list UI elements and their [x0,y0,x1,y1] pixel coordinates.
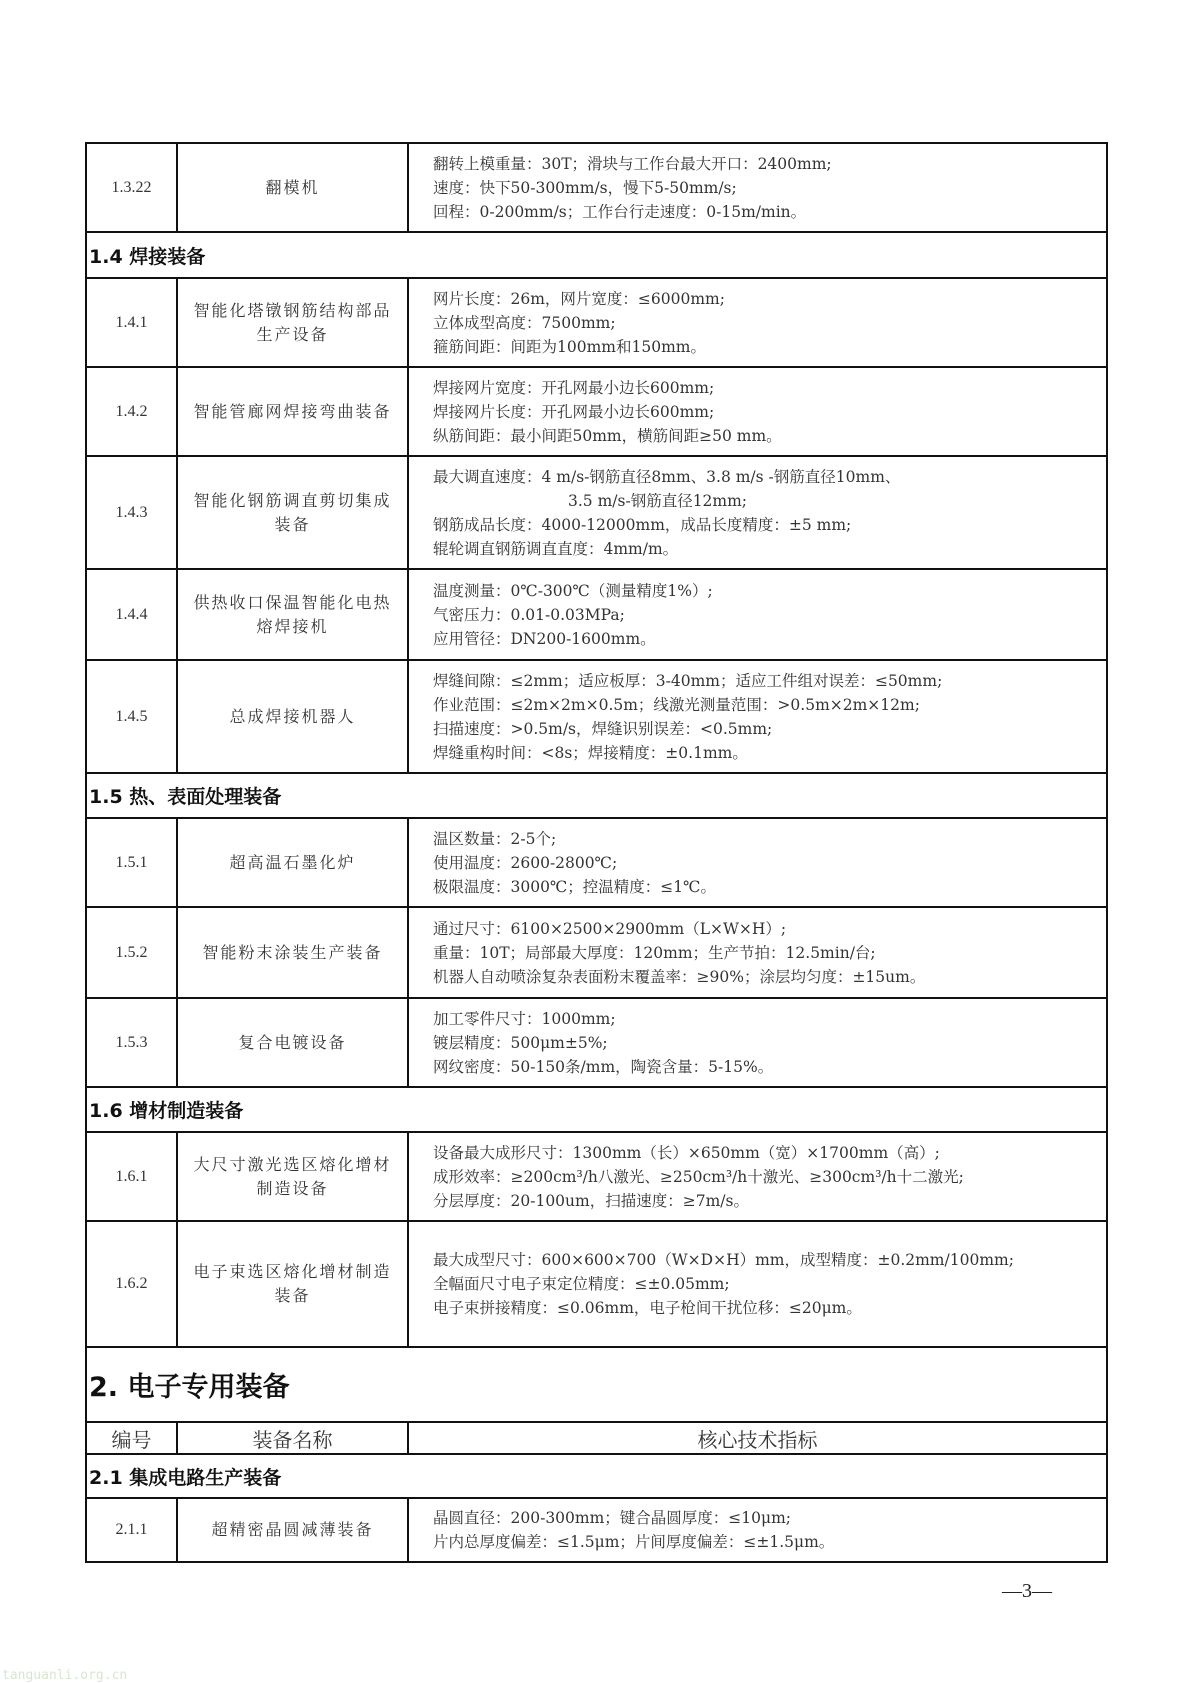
major-category-title: 2. 电子专用装备 [86,1347,1107,1422]
spec-line: 焊缝间隙：≤2mm；适应板厚：3-40mm；适应工件组对误差：≤50mm; [433,671,943,690]
spec-line: 最大成型尺寸：600×600×700（W×D×H）mm，成型精度：±0.2mm/100mm; [433,1251,1014,1269]
table-row [86,367,1107,456]
item-code: 1.4.1 [86,278,177,367]
section-row [86,1087,1107,1132]
item-code: 2.1.1 [86,1498,177,1562]
spec-line: 网片长度：26m，网片宽度：≤6000mm; [433,289,725,308]
equipment-name: 智能粉末涂装生产装备 [177,907,408,998]
section-title: 1.6 增材制造装备 [86,1087,1107,1132]
equipment-name: 智能化塔镦钢筋结构部品生产设备 [177,278,408,367]
spec-line: 晶圆直径：200-300mm；键合晶圆厚度：≤10μm; [433,1509,792,1527]
spec-line: 焊缝重构时间：<8s；焊接精度：±0.1mm。 [433,743,748,762]
section-title: 1.5 热、表面处理装备 [86,773,1107,818]
spec-line: 片内总厚度偏差：≤1.5μm；片间厚度偏差：≤±1.5μm。 [433,1533,835,1551]
column-header-row [86,1422,1107,1454]
column-header-specs: 核心技术指标 [408,1422,1107,1454]
page-number: —3— [1002,1580,1052,1602]
equipment-name: 大尺寸激光选区熔化增材制造设备 [177,1132,408,1221]
core-specs [408,1498,1107,1562]
item-code: 1.3.22 [86,143,177,232]
spec-line: 全幅面尺寸电子束定位精度：≤±0.05mm; [433,1275,730,1293]
spec-line: 钢筋成品长度：4000-12000mm，成品长度精度：±5 mm; [433,515,852,534]
item-code: 1.4.2 [86,367,177,456]
spec-line: 应用管径：DN200-1600mm。 [433,629,656,648]
spec-line: 重量：10T；局部最大厚度：120mm；生产节拍：12.5min/台; [433,943,876,962]
table-row [86,569,1107,660]
core-specs [408,569,1107,660]
core-specs [408,907,1107,998]
spec-line: 作业范围：≤2m×2m×0.5m；线激光测量范围：>0.5m×2m×12m; [433,695,920,714]
table-row [86,818,1107,907]
equipment-name: 电子束选区熔化增材制造装备 [177,1221,408,1347]
section-row [86,232,1107,278]
item-code: 1.4.5 [86,660,177,773]
item-code: 1.6.1 [86,1132,177,1221]
section-row [86,773,1107,818]
equipment-name: 翻模机 [177,143,408,232]
table-row [86,1132,1107,1221]
section-title: 1.4 焊接装备 [86,232,1107,278]
item-code: 1.4.4 [86,569,177,660]
table-row [86,143,1107,232]
equipment-name: 总成焊接机器人 [177,660,408,773]
spec-line: 使用温度：2600-2800℃; [433,853,618,872]
spec-line: 速度：快下50-300mm/s，慢下5-50mm/s; [433,178,737,197]
spec-line: 翻转上模重量：30T；滑块与工作台最大开口：2400mm; [433,154,832,173]
core-specs [408,367,1107,456]
watermark: tanguanli.org.cn [2,1668,128,1683]
spec-line: 回程：0-200mm/s；工作台行走速度：0-15m/min。 [433,202,807,221]
column-header-code: 编号 [86,1422,177,1454]
item-code: 1.4.3 [86,456,177,569]
major-category-row [86,1347,1107,1422]
spec-line: 设备最大成形尺寸：1300mm（长）×650mm（宽）×1700mm（高）; [433,1143,940,1162]
table-row [86,660,1107,773]
core-specs [408,660,1107,773]
spec-line: 焊接网片长度：开孔网最小边长600mm; [433,402,715,421]
spec-line: 极限温度：3000℃；控温精度：≤1℃。 [433,877,716,896]
equipment-name: 超高温石墨化炉 [177,818,408,907]
spec-line: 焊接网片宽度：开孔网最小边长600mm; [433,378,715,397]
table-row [86,456,1107,569]
spec-line: 扫描速度：>0.5m/s，焊缝识别误差：<0.5mm; [433,719,773,738]
spec-line: 辊轮调直钢筋调直直度：4mm/m。 [433,539,679,558]
spec-line: 3.5 m/s-钢筋直径12mm; [568,491,748,510]
spec-line: 电子束拼接精度：≤0.06mm，电子枪间干扰位移：≤20μm。 [433,1299,862,1317]
spec-line: 纵筋间距：最小间距50mm，横筋间距≥50 mm。 [433,426,782,445]
spec-line: 温区数量：2-5个; [433,829,557,848]
table-row [86,998,1107,1087]
spec-line: 成形效率：≥200cm³/h八激光、≥250cm³/h十激光、≥300cm³/h十二激光; [433,1167,964,1186]
item-code: 1.5.1 [86,818,177,907]
spec-line: 气密压力：0.01-0.03MPa; [433,605,625,624]
core-specs [408,278,1107,367]
spec-line: 立体成型高度：7500mm; [433,313,616,332]
table-row [86,278,1107,367]
equipment-name: 智能管廊网焊接弯曲装备 [177,367,408,456]
item-code: 1.6.2 [86,1221,177,1347]
equipment-name: 供热收口保温智能化电热熔焊接机 [177,569,408,660]
spec-line: 机器人自动喷涂复杂表面粉末覆盖率：≥90%；涂层均匀度：±15um。 [433,967,926,986]
spec-line: 加工零件尺寸：1000mm; [433,1009,616,1028]
column-header-name: 装备名称 [177,1422,408,1454]
core-specs [408,456,1107,569]
item-code: 1.5.3 [86,998,177,1087]
spec-line: 最大调直速度：4 m/s-钢筋直径8mm、3.8 m/s -钢筋直径10mm、 [433,467,901,486]
spec-line: 温度测量：0℃-300℃（测量精度1%）; [433,581,713,600]
section-title: 2.1 集成电路生产装备 [86,1454,1107,1498]
table-row [86,907,1107,998]
spec-line: 分层厚度：20-100um，扫描速度：≥7m/s。 [433,1191,749,1210]
core-specs [408,818,1107,907]
core-specs [408,1221,1107,1347]
equipment-table [85,142,1108,1563]
core-specs [408,143,1107,232]
core-specs [408,1132,1107,1221]
spec-line: 通过尺寸：6100×2500×2900mm（L×W×H）; [433,919,787,938]
spec-line: 网纹密度：50-150条/mm，陶瓷含量：5-15%。 [433,1057,774,1076]
equipment-name: 智能化钢筋调直剪切集成装备 [177,456,408,569]
spec-line: 镀层精度：500μm±5%; [433,1033,608,1052]
equipment-name: 超精密晶圆减薄装备 [177,1498,408,1562]
item-code: 1.5.2 [86,907,177,998]
equipment-name: 复合电镀设备 [177,998,408,1087]
spec-line: 箍筋间距：间距为100mm和150mm。 [433,337,706,356]
core-specs [408,998,1107,1087]
table-row [86,1498,1107,1562]
section-row [86,1454,1107,1498]
table-row [86,1221,1107,1347]
